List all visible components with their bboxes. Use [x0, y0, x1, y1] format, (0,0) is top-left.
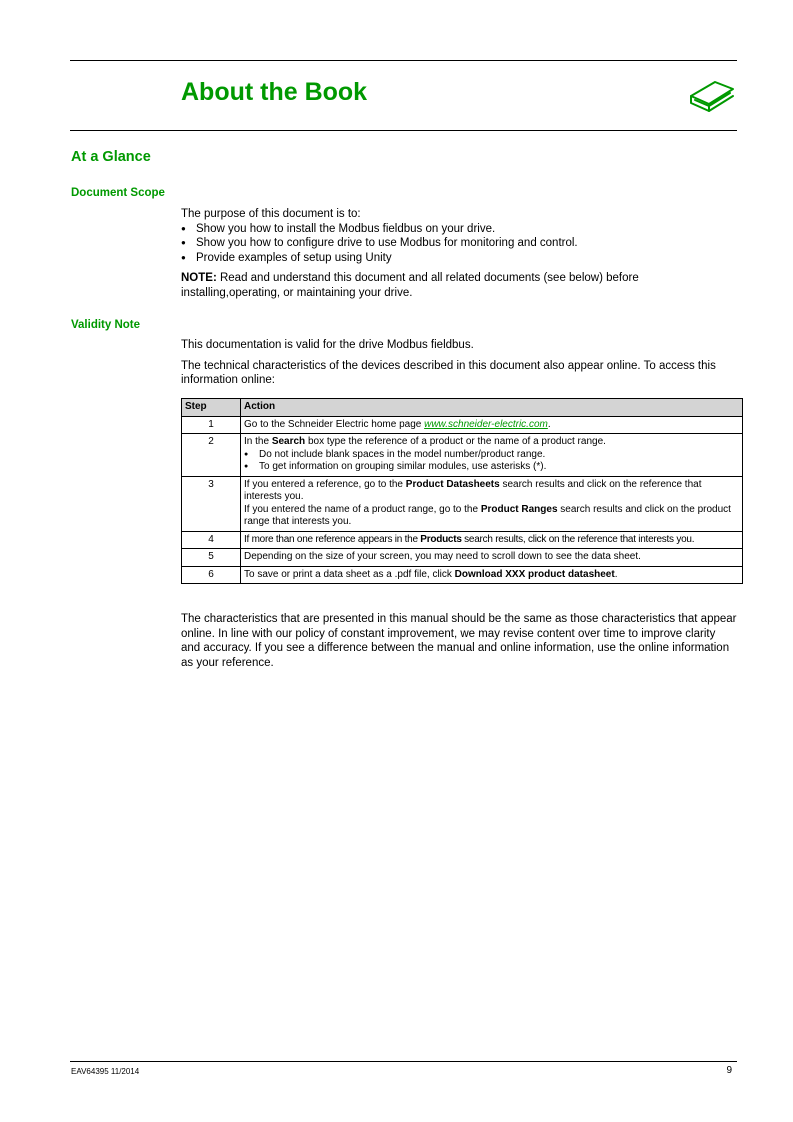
validity-closing [181, 612, 737, 670]
scope-bullet-list [181, 222, 739, 266]
validity-note-body [181, 338, 739, 388]
action-line [244, 479, 739, 504]
title-rule [70, 130, 737, 131]
schneider-link[interactable]: www.schneider-electric.com [424, 418, 548, 430]
action-text: box type the reference of a product or the name of a product range. [305, 436, 606, 447]
note-text: Read and understand this document and all related documents (see below) before installing,operating, or maintaining your drive. [181, 272, 639, 299]
action-text: Go to the Schneider Electric home page [244, 418, 425, 430]
action-cell [241, 531, 743, 549]
action-text: . [614, 568, 618, 580]
footer-rule [70, 1061, 737, 1062]
validity-note-heading: Validity Note [71, 319, 141, 331]
step-number: 4 [182, 531, 241, 549]
validity-para-2: The technical characteristics of the devices described in this document also appear online. To access this information online: [181, 359, 716, 386]
action-bold: Search [271, 436, 306, 447]
action-bold: Product Ranges [480, 503, 558, 515]
action-text: If more than one reference appears in the [244, 533, 421, 545]
action-text: To save or print a data sheet as a .pdf file, click [244, 568, 455, 580]
action-bold: Download XXX product datasheet [454, 568, 615, 580]
action-bold: Product Datasheets [405, 478, 500, 490]
list-item: ● Provide examples of setup using Unity [181, 251, 739, 266]
action-text: search results and click on the product range that interests you. [244, 503, 731, 527]
list-item: ● To get information on grouping similar modules, use asterisks (*). [244, 461, 739, 474]
table-row [182, 476, 743, 531]
action-text: search results and click on the reference that interests you. [244, 478, 702, 502]
step-number: 6 [182, 566, 241, 584]
table-row [182, 549, 743, 567]
action-cell [241, 434, 743, 477]
scope-intro: The purpose of this document is to: [181, 208, 361, 220]
action-text: . [547, 418, 551, 430]
table-header-row [182, 399, 743, 417]
action-text: In the [244, 436, 272, 447]
table-row [182, 531, 743, 549]
validity-para-1: This documentation is valid for the drive Modbus fieldbus. [181, 339, 474, 351]
table-row [182, 416, 743, 434]
action-cell [241, 416, 743, 434]
document-scope-body [181, 207, 739, 300]
action-cell [241, 566, 743, 584]
list-item: ● Do not include blank spaces in the model number/product range. [244, 449, 739, 462]
step-column-header: Step [182, 399, 241, 417]
page-number: 9 [726, 1065, 732, 1076]
action-cell: Depending on the size of your screen, you may need to scroll down to see the data sheet. [241, 549, 743, 567]
book-icon [687, 76, 737, 114]
action-cell [241, 476, 743, 531]
step-number: 1 [182, 416, 241, 434]
steps-table [181, 398, 743, 584]
action-bold: Products [420, 533, 462, 545]
action-text: If you entered a reference, go to the [244, 478, 406, 490]
document-scope-heading: Document Scope [71, 187, 165, 199]
action-text: search results, click on the reference that interests you. [461, 533, 695, 545]
list-item: ● Show you how to configure drive to use Modbus for monitoring and control. [181, 236, 739, 251]
note-label: NOTE: [181, 272, 217, 284]
step-number: 2 [182, 434, 241, 477]
action-text: If you entered the name of a product range, go to the [244, 503, 481, 515]
step-number: 3 [182, 476, 241, 531]
list-item: ● Show you how to install the Modbus fieldbus on your drive. [181, 222, 739, 237]
document-reference: EAV64395 11/2014 [71, 1067, 140, 1076]
action-bullet-list [244, 449, 739, 474]
action-column-header: Action [241, 399, 743, 417]
page-title: About the Book [181, 78, 368, 106]
top-rule [70, 60, 737, 61]
step-number: 5 [182, 549, 241, 567]
table-row [182, 434, 743, 477]
table-row [182, 566, 743, 584]
section-heading: At a Glance [71, 149, 151, 165]
action-line [244, 504, 739, 529]
scope-note [181, 271, 681, 300]
closing-paragraph: The characteristics that are presented in this manual should be the same as those characteristics that appear online. In line with our policy of constant improvement, we may revise content over time to improve clarity and accuracy. If you see a difference between the manual and online information, use the online information as your reference. [181, 613, 737, 669]
